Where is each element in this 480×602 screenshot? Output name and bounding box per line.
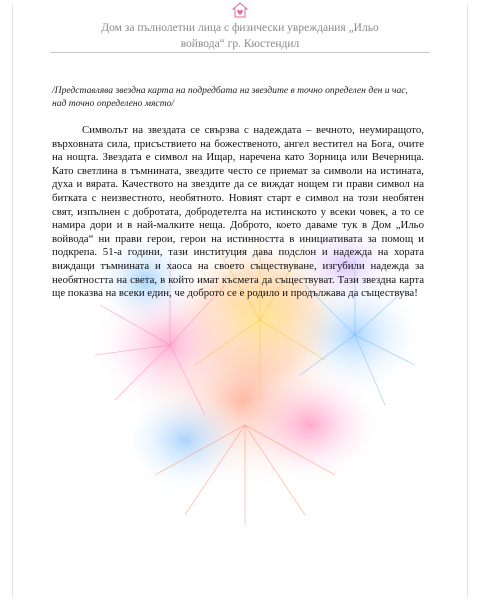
organization-name-line1: Дом за пълнолетни лица с физически увреждания „Ильо — [101, 22, 379, 34]
page-header — [40, 0, 440, 52]
intro-note: /Представлява звездна карта на подредбата на звездите в точно определен ден и час, над точно определено място/ — [52, 85, 408, 109]
organization-name-line2: войвода“ гр. Кюстендил — [180, 38, 300, 50]
house-heart-logo-icon — [232, 2, 248, 18]
header-divider — [50, 52, 430, 53]
organization-name — [40, 20, 440, 52]
body-paragraph: Символът на звездата се свързва с надеждата – вечното, неумиращото, върховната сила, присъствието на божественото, ангел вестител на Бога, очите на нощта. Звездата е символ на Ищар, наречена като Зорница или Вечерница. Като светлина в тъмнината, звездите често се приемат за символи на истината, духа и вярата. Качеството на звездите да се виждат нощем ги прави символ на битката с неизвестното, необятното. Новият старт е символ на този необятен свят, изпълнен с добротата, добродетелта на истинското у всеки човек, а то се намира дори и в най-малките неща. Доброто, което даваме тук в Дом „Ильо войвода“ ни прави герои, герои на истинността в инициативата за помощ и подкрепа. 51-а години, тази институция дава подслон и надежда на хората виждащи тъмнината и хаоса на своето съществуване, изгубили надежда за необятността на света, в който имат късмета да съществуват. Тази звездна карта ще показва на всеки един, че доброто се е родило и продължава да съществува! — [52, 124, 424, 300]
